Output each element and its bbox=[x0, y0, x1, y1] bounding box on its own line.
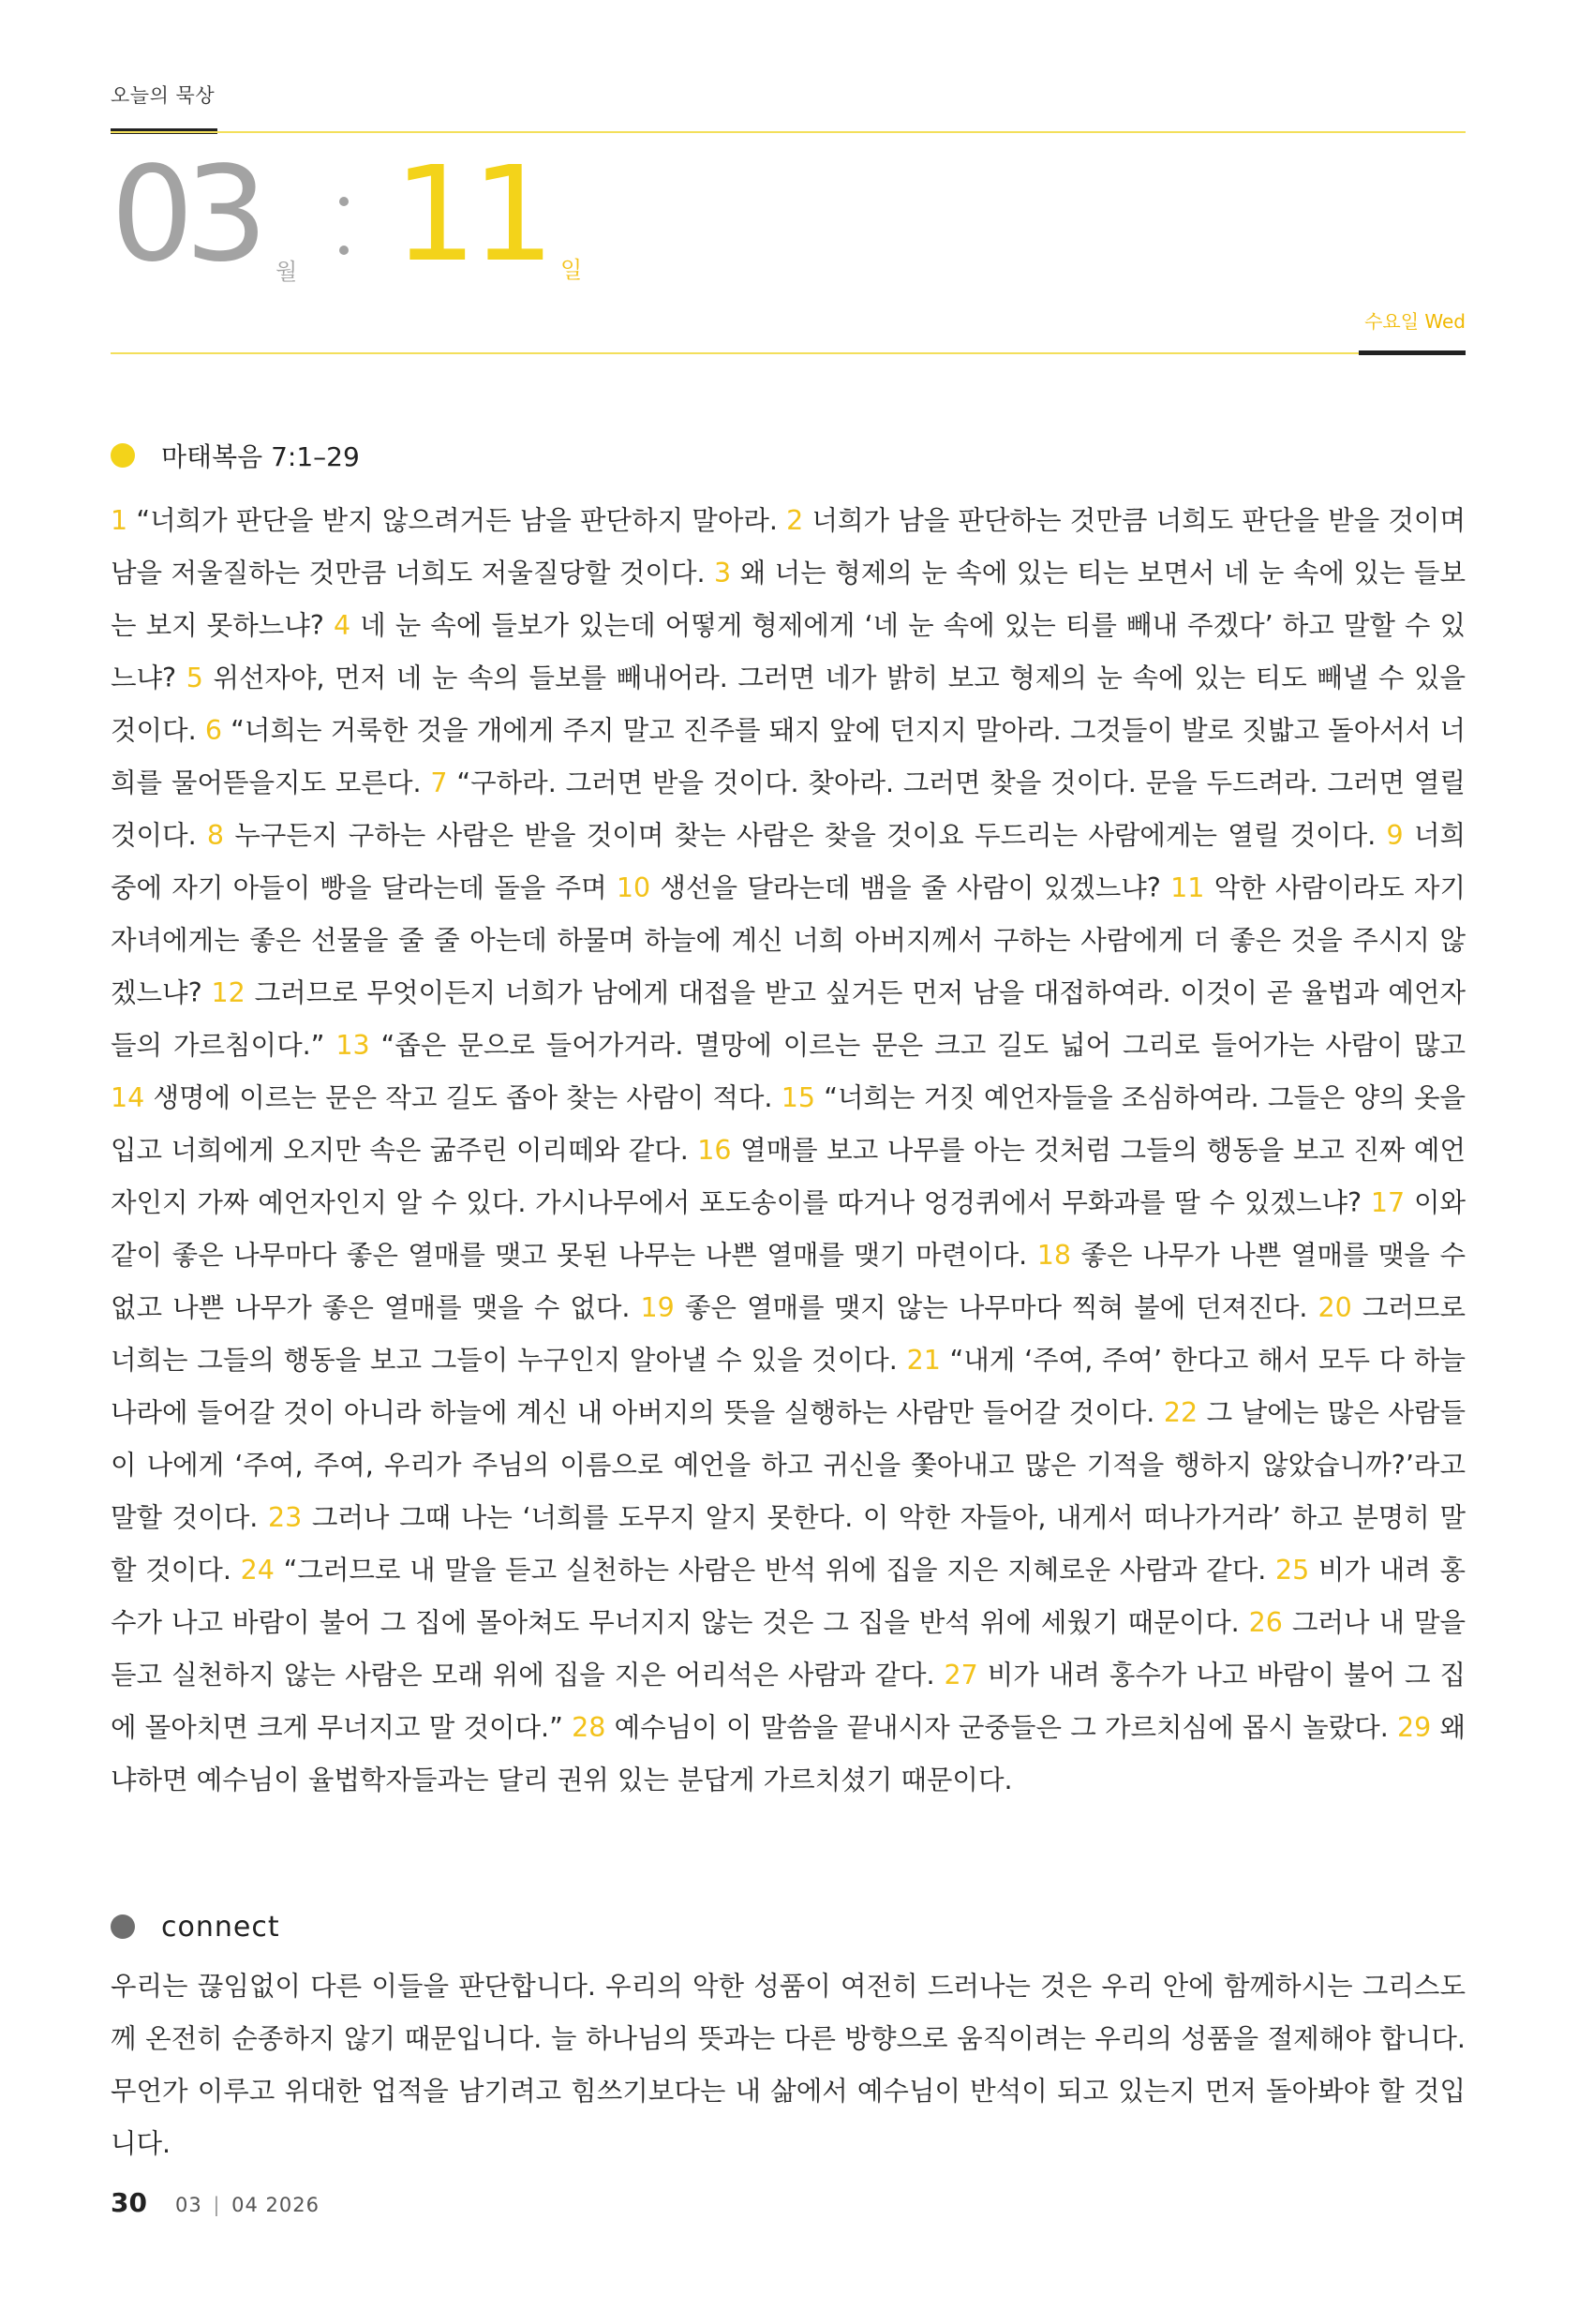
verse-number: 22 bbox=[1163, 1397, 1198, 1428]
verse-number: 5 bbox=[186, 663, 203, 693]
scripture-text bbox=[111, 495, 1466, 1807]
verse-text: “너희는 거룩한 것을 개에게 주지 말고 진주를 돼지 앞에 던지지 말아라. 그것들이 발로 짓밟고 돌아서서 너희를 물어뜯을지도 모른다. bbox=[111, 715, 1466, 798]
verse-number: 17 bbox=[1370, 1187, 1406, 1218]
verse-text: 이와 같이 좋은 나무마다 좋은 열매를 맺고 못된 나무는 나쁜 열매를 맺기 마련이다. bbox=[111, 1187, 1466, 1271]
page-number: 30 bbox=[111, 2187, 147, 2218]
verse-number: 1 bbox=[111, 505, 128, 536]
connect-heading bbox=[111, 1912, 280, 1942]
verse-number: 2 bbox=[786, 505, 804, 536]
verse-number: 14 bbox=[111, 1082, 145, 1113]
verse-number: 20 bbox=[1317, 1292, 1352, 1323]
verse-text: 너희가 남을 판단하는 것만큼 너희도 판단을 받을 것이며 남을 저울질하는 것만큼 너희도 저울질당할 것이다. bbox=[111, 505, 1466, 588]
issue-month: 03 bbox=[174, 2194, 202, 2216]
verse-number: 16 bbox=[697, 1135, 732, 1166]
verse-number: 6 bbox=[204, 715, 222, 746]
month-number: 03 bbox=[111, 139, 260, 291]
connect-bullet-icon bbox=[111, 1914, 135, 1939]
verse-text: “너희가 판단을 받지 않으려거든 남을 판단하지 말아라. bbox=[136, 505, 778, 536]
month-unit: 월 bbox=[275, 259, 298, 285]
verse-number: 28 bbox=[572, 1712, 606, 1743]
verse-text: “구하라. 그러면 받을 것이다. 찾아라. 그러면 찾을 것이다. 문을 두드려라. 그러면 열릴 것이다. bbox=[111, 767, 1466, 851]
weekday-label: 수요일 Wed bbox=[1364, 310, 1466, 333]
issue-separator: | bbox=[213, 2194, 221, 2216]
verse-number: 7 bbox=[430, 767, 448, 798]
verse-text: 비가 내려 홍수가 나고 바람이 불어 그 집에 몰아쳐도 무너지지 않는 것은 그 집을 반석 위에 세웠기 때문이다. bbox=[111, 1555, 1466, 1638]
verse-number: 12 bbox=[211, 977, 246, 1008]
verse-number: 25 bbox=[1275, 1555, 1310, 1586]
verse-text: 위선자야, 먼저 네 눈 속의 들보를 빼내어라. 그러면 네가 밝히 보고 형제의 눈 속에 있는 티도 빼낼 수 있을 것이다. bbox=[111, 663, 1466, 746]
verse-number: 4 bbox=[333, 610, 351, 641]
verse-number: 23 bbox=[267, 1502, 303, 1533]
verse-text: “좁은 문으로 들어가거라. 멸망에 이르는 문은 크고 길도 넓어 그리로 들어가는 사람이 많고 bbox=[380, 1030, 1466, 1061]
scripture-reference: 마태복음 7:1–29 bbox=[161, 441, 360, 472]
connect-text: 우리는 끊임없이 다른 이들을 판단합니다. 우리의 악한 성품이 여전히 드러나는 것은 우리 안에 함께하시는 그리스도께 온전히 순종하지 않기 때문입니다. 늘 하나님의 뜻과는 다른 방향으로 움직이려는 우리의 성품을 절제해야 합니다. 무언가 이루고 위대한 업적을 남기려고 힘쓰기보다는 내 삶에서 예수님이 반석이 되고 있는지 먼저 돌아봐야 할 것입니다. bbox=[111, 1971, 1466, 2159]
verse-text: 그러므로 무엇이든지 너희가 남에게 대접을 받고 싶거든 먼저 남을 대접하여라. 이것이 곧 율법과 예언자들의 가르침이다.” bbox=[111, 977, 1466, 1061]
day-unit: 일 bbox=[560, 257, 583, 283]
verse-text: 누구든지 구하는 사람은 받을 것이며 찾는 사람은 찾을 것이요 두드리는 사람에게는 열릴 것이다. bbox=[234, 820, 1377, 851]
verse-text: 예수님이 이 말씀을 끝내시자 군중들은 그 가르치심에 몹시 놀랐다. bbox=[614, 1712, 1389, 1743]
mid-rule-accent bbox=[1359, 350, 1466, 355]
verse-text: 악한 사람이라도 자기 자녀에게는 좋은 선물을 줄 줄 아는데 하물며 하늘에 계신 너희 아버지께서 구하는 사람에게 더 좋은 것을 주시지 않겠느냐? bbox=[111, 872, 1466, 1008]
verse-number: 10 bbox=[616, 872, 651, 903]
verse-number: 26 bbox=[1248, 1607, 1283, 1638]
verse-number: 9 bbox=[1386, 820, 1404, 851]
verse-text: 네 눈 속에 들보가 있는데 어떻게 형제에게 ‘네 눈 속에 있는 티를 빼내 주겠다’ 하고 말할 수 있느냐? bbox=[111, 610, 1466, 693]
mid-rule bbox=[111, 352, 1466, 354]
verse-text: 그러나 그때 나는 ‘너희를 도무지 알지 못한다. 이 악한 자들아, 내게서 떠나가거라’ 하고 분명히 말할 것이다. bbox=[111, 1502, 1466, 1586]
verse-text: 그러므로 너희는 그들의 행동을 보고 그들이 누구인지 알아낼 수 있을 것이다. bbox=[111, 1292, 1466, 1376]
issue-date: 04 2026 bbox=[231, 2194, 320, 2216]
verse-number: 3 bbox=[714, 558, 732, 588]
verse-text: 열매를 보고 나무를 아는 것처럼 그들의 행동을 보고 진짜 예언자인지 가짜 예언자인지 알 수 있다. 가시나무에서 포도송이를 따거나 엉겅퀴에서 무화과를 딸 수 있겠느냐? bbox=[111, 1135, 1466, 1218]
footer bbox=[111, 2187, 320, 2218]
verse-number: 29 bbox=[1397, 1712, 1432, 1743]
verse-text: 왜 너는 형제의 눈 속에 있는 티는 보면서 네 눈 속에 있는 들보는 보지 못하느냐? bbox=[111, 558, 1466, 641]
verse-text: 생선을 달라는데 뱀을 줄 사람이 있겠느냐? bbox=[660, 872, 1161, 903]
verse-text: 왜냐하면 예수님이 율법학자들과는 달리 권위 있는 분답게 가르치셨기 때문이다. bbox=[111, 1712, 1466, 1795]
issue-info bbox=[175, 2194, 320, 2216]
verse-text: “그러므로 내 말을 듣고 실천하는 사람은 반석 위에 집을 지은 지혜로운 사람과 같다. bbox=[283, 1555, 1267, 1586]
verse-text: 그러나 내 말을 듣고 실천하지 않는 사람은 모래 위에 집을 지은 어리석은 사람과 같다. bbox=[111, 1607, 1466, 1691]
verse-number: 15 bbox=[781, 1082, 815, 1113]
top-rule bbox=[111, 131, 1466, 133]
verse-number: 19 bbox=[640, 1292, 675, 1323]
date-colon bbox=[339, 197, 349, 255]
connect-title: connect bbox=[161, 1910, 280, 1944]
scripture-heading bbox=[111, 440, 360, 470]
verse-number: 13 bbox=[335, 1030, 370, 1061]
verse-text: 좋은 열매를 맺지 않는 나무마다 찍혀 불에 던져진다. bbox=[684, 1292, 1308, 1323]
verse-number: 24 bbox=[240, 1555, 275, 1586]
day-number: 11 bbox=[394, 139, 550, 291]
scripture-bullet-icon bbox=[111, 443, 135, 468]
verse-number: 18 bbox=[1036, 1240, 1071, 1271]
verse-number: 8 bbox=[206, 820, 225, 851]
verse-text: “너희는 거짓 예언자들을 조심하여라. 그들은 양의 옷을 입고 너희에게 오지만 속은 굶주린 이리떼와 같다. bbox=[111, 1082, 1466, 1166]
date-block bbox=[111, 139, 1466, 300]
verse-number: 27 bbox=[944, 1660, 978, 1691]
verse-text: “내게 ‘주여, 주여’ 한다고 해서 모두 다 하늘 나라에 들어갈 것이 아니라 하늘에 계신 내 아버지의 뜻을 실행하는 사람만 들어갈 것이다. bbox=[111, 1345, 1466, 1428]
section-label: 오늘의 묵상 bbox=[111, 84, 216, 107]
verse-text: 좋은 나무가 나쁜 열매를 맺을 수 없고 나쁜 나무가 좋은 열매를 맺을 수 없다. bbox=[111, 1240, 1466, 1323]
verse-text: 생명에 이르는 문은 작고 길도 좁아 찾는 사람이 적다. bbox=[153, 1082, 773, 1113]
verse-text: 그 날에는 많은 사람들이 나에게 ‘주여, 주여, 우리가 주님의 이름으로 예언을 하고 귀신을 쫓아내고 많은 기적을 행하지 않았습니까?’라고 말할 것이다. bbox=[111, 1397, 1466, 1533]
verse-text: 너희 중에 자기 아들이 빵을 달라는데 돌을 주며 bbox=[111, 820, 1466, 903]
verse-text: 비가 내려 홍수가 나고 바람이 불어 그 집에 몰아치면 크게 무너지고 말 것이다.” bbox=[111, 1660, 1466, 1743]
verse-number: 11 bbox=[1170, 872, 1205, 903]
verse-number: 21 bbox=[906, 1345, 941, 1376]
